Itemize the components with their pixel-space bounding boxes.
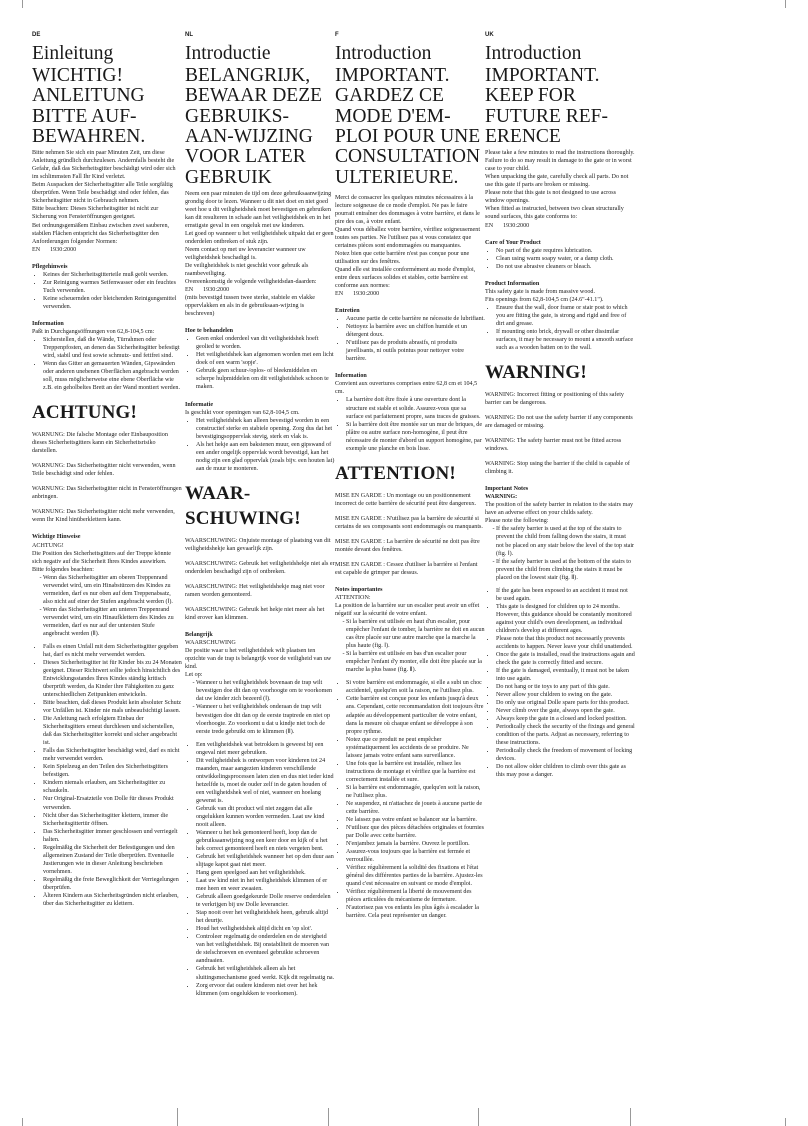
- notes-heading: Notes importantes: [335, 587, 383, 594]
- info-heading: Product Information: [485, 280, 540, 287]
- care-heading: Entretien: [335, 308, 360, 315]
- list-item: • Das Sicherheitsgitter immer geschlossen und verriegelt halten.: [43, 828, 182, 844]
- column-fr: [335, 32, 485, 920]
- fold-mark: [630, 1108, 631, 1126]
- list-item: • Si votre barrière est endommagée, si elle a subi un choc accidentel, quelqu'en soit la raison, ne l'utilisez plus.: [346, 679, 485, 695]
- warning-text: WARNUNG: Das Sicherheitsgitter nicht verwenden, wenn Teile beschädigt sind oder fehlen.: [32, 463, 176, 478]
- fold-mark: [478, 1108, 479, 1126]
- notes-subheading: WAARSCHUWING: [185, 640, 236, 647]
- list-item: • Laat uw kind niet in het veiligheidshek klimmen of er mee heen en weer zwaaien.: [196, 877, 335, 893]
- list-item: • Een veiligheidshek wat betrokken is geweest bij een ongeval niet meer gebruiken.: [196, 741, 335, 757]
- list-item: • Wenn das Gitter an gemauerten Wänden, Gipswänden oder anderen unebenen Oberflächen angebracht werden soll, muss möglicherweise eine ebene Oberfläche wie z.B. ein geholbeltes Brett an der Wand montiert werden.: [43, 360, 182, 392]
- list-item: - Si la barrière est utilisée en haut d'un escalier, pour empêcher l'enfant de tomber, la barrière ne doit en aucun cas être placée sur une autre marche que la marche la plus haute (fig. Ⅰ).: [346, 618, 485, 650]
- list-item: • Falls das Sicherheitsgitter beschädigt wird, darf es nicht mehr verwendet werden.: [43, 747, 182, 763]
- notes-list: [32, 643, 182, 908]
- info-list: [32, 336, 182, 392]
- list-item: • Het veiligheidshek kan alleen bevestigd worden in een constructief sterke en stabiele opening. Zorg dus dat het bevestigingsoppervlak stevig, sterk en vlak is.: [196, 417, 335, 441]
- section-title: Introductie: [185, 42, 271, 64]
- notes-text: La position de la barrière sur un escalier peut avoir un effet négatif sur la sécurité de votre enfant.: [335, 603, 480, 618]
- list-item: • Zorg ervoor dat oudere kinderen niet over het hek klimmen (om ongelukken te voorkomen).: [196, 982, 335, 998]
- list-item: • Periodically check the freedom of movement of locking devices.: [496, 747, 635, 763]
- norm-line: [185, 286, 335, 294]
- list-item: • Keines der Sicherheitsgitterteile muß geölt werden.: [43, 271, 182, 279]
- list-item: - Si la barrière est utilisée en bas d'un escalier pour empêcher l'enfant d'y monter, elle doit être placée sur la marche la plus basse (fig. Ⅱ).: [346, 650, 485, 674]
- intro-text: Neem contact op met uw leverancier wanneer uw veiligheidshek beschadigd is.: [185, 246, 306, 262]
- notes-list: [485, 587, 635, 780]
- fold-mark: [177, 1108, 178, 1126]
- care-heading: Hoe te behandelen: [185, 328, 234, 335]
- warning-text: WAARSCHUWING: Gebruik het hekje niet meer als het kind erover kan klimmen.: [185, 607, 325, 622]
- list-item: • Ne suspendez, ni n'attachez de jouets à aucune partie de cette barrière.: [346, 800, 485, 816]
- warning-text: WARNING: Do not use the safety barrier if any components are damaged or missing.: [485, 415, 633, 430]
- list-item: • Si la barrière est endommagée, quelqu'en soit la raison, ne l'utilisez plus.: [346, 784, 485, 800]
- list-item: • Regelmäßig die Sicherheit der Befestigungen und den allgemeinen Zustand der Teile überprüfen. Eventuelle Justierungen wie in dieser Anleitung beschrieben vornehmen.: [43, 844, 182, 876]
- notes-subheading: ACHTUNG!: [32, 542, 64, 549]
- important-heading: BELANGRIJK, BEWAAR DEZE GEBRUIKS-AAN-WIJZING VOOR LATER GEBRUIK: [185, 65, 323, 188]
- list-item: • Stap nooit over het veiligheidshek heen, gebruik altijd het deurtje.: [196, 909, 335, 925]
- list-item: • Geen enkel onderdeel van dit veiligheidshek hoeft geolied te worden.: [196, 335, 335, 351]
- lang-code: NL: [185, 32, 193, 38]
- lang-code: F: [335, 32, 339, 38]
- intro-text: Bitte nehmen Sie sich ein paar Minuten Zeit, um diese Anleitung gründlich durchzulesen. Andernfalls besteht die Gefahr, daß das Sicherheitsgitter beschädigt wird oder sich im schlimmsten Fall Ihr Kind verletzt.: [32, 150, 176, 181]
- warning-text: WARNING: Incorrect fitting or positioning of this safety barrier can be dangerous.: [485, 392, 624, 407]
- info-text: Paßt in Durchgangsöffnungen von 62,8-104,5 cm:: [32, 328, 155, 335]
- warning-text: MISE EN GARDE : La barrière de sécurité ne doit pas être montée devant des fenêtres.: [335, 538, 480, 553]
- list-item: • Bitte beachten, daß dieses Produkt kein absoluter Schutz vor Unfällen ist. Kinder nie mals unbeaufsichtigt lassen.: [43, 699, 182, 715]
- intro-text: Bei ordnungsgemäßem Einbau zwischen zwei sauberen, stabilen Flächen entspricht das Sicherheitsgitter den Anforderungen folgender Normen:: [32, 222, 170, 245]
- warning-text: MISE EN GARDE : N'utilisez pas la barrière de sécurité si certains de ses composants sont endommagés ou manquants.: [335, 515, 483, 530]
- list-item: • N'autorisez pas vos enfants les plus âgés à escalader la barrière. Cela peut représenter un danger.: [346, 904, 485, 920]
- list-item: • Zur Reinigung warmes Seifenwasser oder ein feuchtes Tuch verwenden.: [43, 279, 182, 295]
- info-heading: Informatie: [185, 401, 214, 408]
- intro-text: Quand elle est installée conformément au mode d'emploi, entre deux surfaces solides et stables, cette barrière est conforme aux normes:: [335, 267, 476, 290]
- warning-text: WARNUNG: Das Sicherheitsgitter nicht in Fensteröffnungen anbringen.: [32, 486, 182, 501]
- list-item: • Une fois que la barrière est installée, relisez les instructions de montage et vérifiez que la barrière est correctement installée et sure.: [346, 760, 485, 784]
- list-item: • Clean using warm soapy water, or a damp cloth.: [496, 255, 635, 263]
- column-de: [32, 32, 182, 908]
- warning-heading: WAAR-SCHUWING!: [185, 482, 301, 529]
- care-list: [335, 315, 485, 363]
- important-heading: IMPORTANT. KEEP FOR FUTURE REF-ERENCE: [485, 65, 608, 147]
- list-item: • Sicherstellen, daß die Wände, Türrahmen oder Treppenpfosten, an denen das Sicherheitsgitter befestigt wird, stabil und fest sowie schmutz- und fettfrei sind.: [43, 336, 182, 360]
- section-title: Introduction: [485, 42, 582, 64]
- list-item: • N'utilisez pas de produits abrasifs, ni produits javellisants, ni outils pointus pour nettoyer votre barrière.: [346, 339, 485, 363]
- list-item: • Kindern niemals erlauben, am Sicherheitsgitter zu schaukeln.: [43, 779, 182, 795]
- norm-label: EN: [485, 222, 494, 229]
- crop-mark: [785, 0, 786, 8]
- care-heading: Pflegehinweis: [32, 263, 68, 270]
- care-list: [185, 335, 335, 391]
- notes-heading: Important Notes: [485, 486, 529, 493]
- list-item: • Nicht über das Sicherheitsgitter klettern, immer die Sicherheitsgittertür öffnen.: [43, 812, 182, 828]
- list-item: • Kein Spielzeug an den Teilen des Sicherheitsgitters befestigen.: [43, 763, 182, 779]
- intro-text: Please take a few minutes to read the instructions thoroughly. Failure to do so may result in damage to the gate or in worst case to your child.: [485, 150, 635, 173]
- list-item: • Controleer regelmatig de onderdelen en de stevigheid van het veiligheidshek. Bij onstabiliteit de moeren van de stelschroeven en eventueel gebruikte schroeven aandraaien.: [196, 933, 335, 965]
- list-item: • Ne laissez pas votre enfant se balancer sur la barrière.: [346, 816, 485, 824]
- list-item: • Do only use original Dolle spare parts for this product.: [496, 699, 635, 707]
- list-item: • Notez que ce produit ne peut empêcher systématiquement les accidents de se produire. Ne laissez jamais votre enfant sans surveillance.: [346, 736, 485, 760]
- info-heading: Information: [335, 373, 367, 380]
- norm-label: EN: [32, 246, 41, 253]
- warning-heading: ACHTUNG!: [32, 402, 138, 424]
- notes-dash-list: [335, 618, 485, 674]
- intro-text: De veiligheidshek is niet geschikt voor gebruik als raambeveiliging.: [185, 263, 309, 278]
- intro-text: Quand vous déballez votre barrière, vérifiez soigneusement toutes ses parties. Ne l'utilisez pas si vous constatez que certaines pièces sont endommagées ou manquantes.: [335, 226, 481, 249]
- notes-text: Let op:: [185, 672, 203, 679]
- lang-code: DE: [32, 32, 41, 38]
- intro-text: Bitte beachten: Dieses Sicherheitsgitter ist nicht zur Sicherung von Fensteröffnungen geeignet.: [32, 206, 159, 221]
- list-item: • Do not use abrasive cleaners or bleach.: [496, 263, 635, 271]
- list-item: • Vérifiez régulièrement la solidité des fixations et l'état général des différentes parties de la barrière. Ajustez-les quand c'est nécessaire en suivant ce mode d'emploi.: [346, 864, 485, 888]
- warning-text: WARNING: Stop using the barrier if the child is capable of climbing it.: [485, 461, 630, 476]
- intro-text: Neem een paar minuten de tijd om deze gebruiksaanwijzing grondig door te lezen. Wanneer u dit niet doet en niet goed weet hoe u dit veiligheidshek moet bevestigen en gebruiken kan dit resulteren in schade aan het veiligheidshek en in het ernstigste geval in een ongeluk met uw kinderen.: [185, 190, 332, 229]
- list-item: • Regelmäßig die freie Beweglichkeit der Verriegelungen überprüfen.: [43, 876, 182, 892]
- list-item: • Gebruik geen schuur-/oplos- of bleekmiddelen en scherpe hulpmiddelen om dit veiligheidshek schoon te maken.: [196, 367, 335, 391]
- crop-mark: [22, 1118, 23, 1126]
- crop-mark: [22, 0, 23, 8]
- list-item: • Die Anleitung nach erfolgtem Einbau der Sicherheitsgitters erneut durchlesen und sicherstellen, daß das Sicherheitsgitter korrekt und sicher angebracht ist.: [43, 715, 182, 747]
- list-item: • If the gate has been exposed to an accident it must not be used again.: [496, 587, 635, 603]
- warning-text: WARNUNG: Das Sicherheitsgitter nicht mehr verwenden, wenn Ihr Kind hinüberklettern kann.: [32, 509, 175, 524]
- notes-heading: Belangrijk: [185, 632, 213, 639]
- list-item: • Vérifiez régulièrement la liberté de mouvement des pièces articulées du mécanisme de fermeture.: [346, 888, 485, 904]
- notes-heading: Wichtige Hinweise: [32, 534, 81, 541]
- list-item: • Cette barrière est conçue pour les enfants jusqu'à deux ans. Cependant, cette recommandation doit toujours être adaptée au développement particulier de votre enfant, dans la mesure où chaque enfant se développe à son propre rythme.: [346, 695, 485, 735]
- notes-text: The position of the safety barrier in relation to the stairs may have an adverse effect on your childs safety.: [485, 502, 634, 517]
- section-title: Introduction: [335, 42, 432, 64]
- list-item: • Gebruik het veiligheidshek alleen als het sluitingsmechanisme goed werkt. Kijk dit regelmatig na.: [196, 965, 335, 981]
- warning-text: WAARSCHUWING: Het veiligheidshekje mag niet voor ramen worden gemonteerd.: [185, 584, 325, 599]
- list-item: • No part of the gate requires lubrication.: [496, 247, 635, 255]
- warning-text: WAARSCHUWING: Gebruik het veiligheidshekje niet als er onderdelen beschadigd zijn of ontbreken.: [185, 561, 335, 576]
- norm-label: EN: [185, 287, 194, 294]
- notes-dash-list: [32, 574, 182, 638]
- notes-dash-list: [185, 679, 335, 735]
- list-item: • Nur Original-Ersatzteile von Dolle für dieses Produkt verwenden.: [43, 795, 182, 811]
- norm-label: EN: [335, 291, 344, 298]
- list-item: • Assurez-vous toujours que la barrière est fermée et verrouillée.: [346, 848, 485, 864]
- list-item: • Nettoyez la barrière avec un chiffon humide et un détergent doux.: [346, 323, 485, 339]
- list-item: • Always keep the gate in a closed and locked position.: [496, 715, 635, 723]
- norm-line: [485, 222, 635, 230]
- list-item: • N'utilisez que des pièces détachées originales et fournies par Dolle avec cette barrière.: [346, 824, 485, 840]
- norm-value: 1930:2000: [353, 291, 380, 298]
- list-item: - If the safety barrier is used at the top of the stairs to prevent the child from falling down the stairs, it must not be placed on any stair below the level of the top stair (fig. Ⅰ).: [496, 525, 635, 557]
- intro-text: Let goed op wanneer u het veiligheidshek uitpakt dat er geen onderdelen ontbreken of stuk zijn.: [185, 230, 334, 245]
- notes-text: De positie waar u het veiligheidshek wilt plaatsen ten opzichte van de trap is belangrijk voor de veiligheid van uw kind.: [185, 648, 332, 671]
- norm-value: 1930:2000: [203, 287, 230, 294]
- care-list: [32, 271, 182, 311]
- notes-dash-list: [485, 525, 635, 581]
- list-item: • This gate is designed for children up to 24 months. However, this guidance should be constantly monitored against your child's own development, as individual children's develop at different ages.: [496, 603, 635, 635]
- list-item: • Si la barrière doit être montée sur un mur de briques, de plâtre ou autre surface non-homogène, il peut être nécessaire de monter d'abord un support homogène, par exemple une planche en bois lisse.: [346, 421, 485, 453]
- info-text: Convient aux ouvertures comprises entre 62,8 cm et 104,5 cm.: [335, 381, 478, 396]
- list-item: • Gebruik van dit product wil niet zeggen dat alle ongelukken kunnen worden vermeden. Laat uw kind nooit alleen.: [196, 805, 335, 829]
- list-item: • Dieses Sicherheitsgitter ist für Kinder bis zu 24 Monaten geeignet. Dieser Richtwert sollte jedoch hinsichtlich des Entwicklungsstandes Ihres Kindes ständig kritisch überprüft werden, da Kinder ihre Fähigkeiten zu ganz unterschiedlichen Zeitpunkten entwickeln.: [43, 659, 182, 699]
- list-item: • Gebruik alleen goedgekeurde Dolle reserve onderdelen te verkrijgen bij uw Dolle leverancier.: [196, 893, 335, 909]
- list-item: - Wanneer u het veiligheidshek onderaan de trap wilt bevestigen doe dit dan op de eerste traptrede en niet op vloerhoogte. Zo voorkomt u dat u kindje niet toch de eerste trede gebruikt om te klimmen (Ⅱ).: [196, 703, 335, 735]
- warning-text: MISE EN GARDE : Un montage ou un positionnement incorrect de cette barrière de sécurité peut être dangereux.: [335, 492, 477, 507]
- list-item: • If mounting onto brick, drywall or other dissimilar surfaces, it may be necessary to mount a smooth surface such as a wooden batten on to the wall.: [496, 328, 635, 352]
- list-item: • Älteren Kindern aus Sicherheitsgründen nicht erlauben, über das Sicherheitsgitter zu klettern.: [43, 892, 182, 908]
- intro-text: Merci de consacrer les quelques minutes nécessaires à la lecture soigneuse de ce mode d'emploi. Ne pas le faire pourrait entraîner des dommages à votre barrière, et dans le pire des cas, à votre enfant.: [335, 194, 480, 225]
- list-item: • Het veiligheidshek kan afgenomen worden met een licht doek of een warm 'sopje'.: [196, 351, 335, 367]
- intro-text: (mits bevestigd tussen twee sterke, stabiele en vlakke oppervlakken en als in de gebruiksaan-wijzing is beschreven): [185, 295, 315, 318]
- notes-text: Die Position des Sicherheitsgitters auf der Treppe könnte sich negativ auf die Sicherheit Ihres Kindes auswirken.: [32, 550, 171, 565]
- list-item: • Hang geen speelgoed aan het veiligheidshek.: [196, 869, 335, 877]
- intro-text: Overeenkomstig de volgende veiligheidsdan-daarden:: [185, 279, 317, 286]
- list-item: • Never allow your children to swing on the gate.: [496, 691, 635, 699]
- list-item: • If the gate is damaged, eventually, it must not be taken into use again.: [496, 667, 635, 683]
- warning-heading: ATTENTION!: [335, 462, 456, 484]
- list-item: - Wenn das Sicherheitsgitter am oberen Treppenrand verwendet wird, um ein Hinabstürzen des Kindes zu vermeiden, darf es nur oben auf dem Treppenabsatz, also nicht auf einer der Stufen angebracht werden (Ⅰ).: [43, 574, 182, 606]
- info-list: [335, 396, 485, 452]
- list-item: • Dit veiligheidshek is ontworpen voor kinderen tot 24 maanden, maar aangezien kinderen verschillende ontwikkelingsprocessen laten zien en dus niet ieder kind hetzelfde is, moet de ouder zelf in de gaten houden of een veiligheidshek wel of niet, wanneer en hoelang gewenst is.: [196, 757, 335, 805]
- list-item: • Please note that this product not necessarily prevents accidents to happen. Never leave your child unattended.: [496, 635, 635, 651]
- warning-text: WARNUNG: Die falsche Montage oder Einbauposition dieses Sicherheitsgitters kann ein Sicherheitsrisiko darstellen.: [32, 432, 168, 455]
- notes-list: [185, 741, 335, 998]
- list-item: • Als het hekje aan een bakstenen muur, een gipswand of een ander ongelijk oppervlak wordt bevestigd, kan het nodig zijn een glad oppervlak (zoals bijv. een houten lat) aan de muur te monteren.: [196, 441, 335, 473]
- norm-line: [32, 246, 182, 254]
- info-text: This safety gate is made from massive wood.: [485, 288, 595, 295]
- list-item: • Do not hang or tie toys to any part of this gate.: [496, 683, 635, 691]
- info-list: [485, 304, 635, 352]
- warning-heading: WARNING!: [485, 361, 587, 383]
- column-nl: [185, 32, 335, 998]
- list-item: - Wenn das Sicherheitsgitter am unteren Treppenrand verwendet wird, um ein Hinaufklettern des Kindes zu vermeiden, darf es nur auf der untersten Stufe angebracht werden (Ⅱ).: [43, 606, 182, 638]
- warning-text: MISE EN GARDE : Cessez d'utiliser la barrière si l'enfant est capable de grimper par dessus.: [335, 561, 478, 576]
- crop-mark: [785, 1118, 786, 1126]
- fold-mark: [328, 1108, 329, 1126]
- info-heading: Information: [32, 320, 64, 327]
- important-heading: IMPORTANT. GARDEZ CE MODE D'EM-PLOI POUR UNE CONSULTATION ULTERIEURE.: [335, 65, 481, 188]
- notes-subheading: ATTENTION:: [335, 595, 371, 602]
- intro-text: When unpacking the gate, carefully check all parts. Do not use this gate if parts are broken or missing.: [485, 174, 629, 189]
- intro-text: Notez bien que cette barrière n'est pas conçue pour une utilisation sur des fenêtres.: [335, 250, 470, 266]
- info-text: Fits openings from 62,8-104,5 cm (24.6"-41.1").: [485, 296, 604, 303]
- notes-text: Please note the following:: [485, 518, 549, 525]
- important-heading: WICHTIG! ANLEITUNG BITTE AUF-BEWAHREN.: [32, 65, 146, 147]
- list-item: • Keine scheuernden oder bleichenden Reinigungsmittel verwenden.: [43, 295, 182, 311]
- intro-text: Beim Auspacken der Sicherheitsgitter alle Teile sorgfältig überprüfen. Wenn Teile beschädigt sind oder fehlen, das Sicherheitsgitter nicht in Gebrauch nehmen.: [32, 182, 173, 205]
- list-item: • Once the gate is installed, read the instructions again and check the gate is correctly fitted and secure.: [496, 651, 635, 667]
- lang-code: UK: [485, 32, 494, 38]
- intro-text: When fitted as instructed, between two clean structurally sound surfaces, this gate conforms to:: [485, 206, 624, 221]
- list-item: - Wanneer u het veiligheidshek bovenaan de trap wilt bevestigen doe dit dan op voorhoogte om te voorkomen dat uw kinder zich bezeerd (Ⅰ).: [196, 679, 335, 703]
- list-item: • Ensure that the wall, door frame or stair post to which you are fitting the gate, is strong and rigid and free of dirt and grease.: [496, 304, 635, 328]
- intro-text: Please note that this gate is not designed to use across window openings.: [485, 190, 616, 205]
- notes-text: Bitte folgendes beachten:: [32, 566, 94, 573]
- list-item: • Wanneer u het hek gemonteerd heeft, loop dan de gebruiksaanwijzing nog een keer door en kijk of u het hek correct gemonteerd heeft en niets vergeten bent.: [196, 829, 335, 853]
- section-title: Einleitung: [32, 42, 114, 64]
- list-item: - If the safety barrier is used at the bottom of the stairs to prevent the child from climbing the stairs it must be placed on the lowest stair (fig. Ⅱ).: [496, 558, 635, 582]
- list-item: • Aucune partie de cette barrière ne nécessite de lubrifiant.: [346, 315, 485, 323]
- list-item: • N'enjambez jamais la barrière. Ouvrez le portillon.: [346, 840, 485, 848]
- list-item: • Gebruik het veiligheidshek wanneer het op den duur aan slijtage kapot gaat niet meer.: [196, 853, 335, 869]
- care-list: [485, 247, 635, 271]
- care-heading: Care of Your Product: [485, 239, 541, 246]
- warning-text: WARNING: The safety barrier must not be fitted across windows.: [485, 438, 622, 453]
- list-item: • Falls es einen Unfall mit dem Sicherheitsgitter gegeben hat, darf es nicht mehr verwendet werden.: [43, 643, 182, 659]
- list-item: • Do not allow older children to climb over this gate as this may pose a danger.: [496, 763, 635, 779]
- warning-text: WAARSCHUWING: Onjuiste montage of plaatsing van dit veiligheidshekje kan gevaarlijk zijn.: [185, 537, 331, 552]
- column-uk: [485, 32, 635, 779]
- norm-value: 1930:2000: [503, 222, 530, 229]
- norm-line: [335, 290, 485, 298]
- norm-value: 1930:2000: [50, 246, 77, 253]
- notes-list: [335, 679, 485, 920]
- list-item: • Houd het veiligheidshek altijd dicht en 'op slot'.: [196, 925, 335, 933]
- info-list: [185, 417, 335, 473]
- list-item: • Periodically check the security of the fixings and general condition of the parts. Adjust as necessary, referring to these instructions.: [496, 723, 635, 747]
- list-item: • La barrière doit être fixée à une ouverture dont la structure est stable et solide. Assurez-vous que sa surface est parfaitement propre, sans traces de graisses.: [346, 396, 485, 420]
- notes-subheading: WARNING:: [485, 494, 518, 501]
- info-text: Is geschikt voor openingen van 62,8-104,5 cm.: [185, 409, 300, 416]
- list-item: • Never climb over the gate, always open the gate.: [496, 707, 635, 715]
